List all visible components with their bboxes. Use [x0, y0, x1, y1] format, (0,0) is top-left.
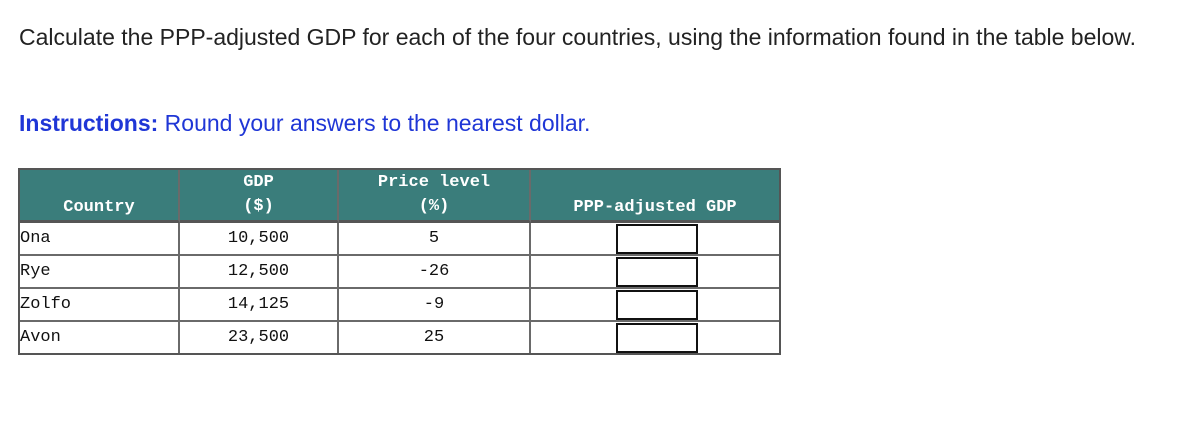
header-price-level — [339, 170, 531, 223]
table-row — [20, 223, 779, 256]
header-country: Country — [20, 170, 180, 223]
ppp-answer-input-avon[interactable] — [616, 323, 698, 353]
instructions-text — [19, 108, 590, 138]
header-price-title: Price level — [377, 173, 491, 192]
country-cell: Zolfo — [20, 289, 180, 322]
ppp-answer-cell — [531, 289, 779, 322]
table-row — [20, 322, 779, 353]
question-text: Calculate the PPP-adjusted GDP for each of the four countries, using the information found in the table below. — [19, 24, 1137, 50]
ppp-answer-cell — [531, 322, 779, 353]
table-row — [20, 256, 779, 289]
table-row — [20, 289, 779, 322]
gdp-cell: 23,500 — [180, 322, 339, 353]
instructions-body: Round your answers to the nearest dollar. — [158, 110, 591, 136]
country-cell: Rye — [20, 256, 180, 289]
country-cell: Avon — [20, 322, 180, 353]
header-price-unit: (%) — [418, 197, 450, 216]
price-level-cell: 25 — [339, 322, 531, 353]
header-ppp-adjusted-gdp: PPP-adjusted GDP — [531, 170, 779, 223]
ppp-answer-cell — [531, 223, 779, 256]
table-header-row — [20, 170, 779, 223]
header-gdp — [180, 170, 339, 223]
gdp-table — [18, 168, 781, 355]
header-gdp-title: GDP — [243, 173, 274, 192]
header-gdp-unit: ($) — [243, 197, 274, 216]
price-level-cell: -26 — [339, 256, 531, 289]
price-level-cell: 5 — [339, 223, 531, 256]
gdp-cell: 10,500 — [180, 223, 339, 256]
price-level-cell: -9 — [339, 289, 531, 322]
ppp-answer-input-zolfo[interactable] — [616, 290, 698, 320]
country-cell: Ona — [20, 223, 180, 256]
gdp-cell: 14,125 — [180, 289, 339, 322]
ppp-answer-cell — [531, 256, 779, 289]
ppp-answer-input-ona[interactable] — [616, 224, 698, 254]
instructions-label: Instructions: — [19, 110, 159, 136]
ppp-answer-input-rye[interactable] — [616, 257, 698, 287]
gdp-cell: 12,500 — [180, 256, 339, 289]
